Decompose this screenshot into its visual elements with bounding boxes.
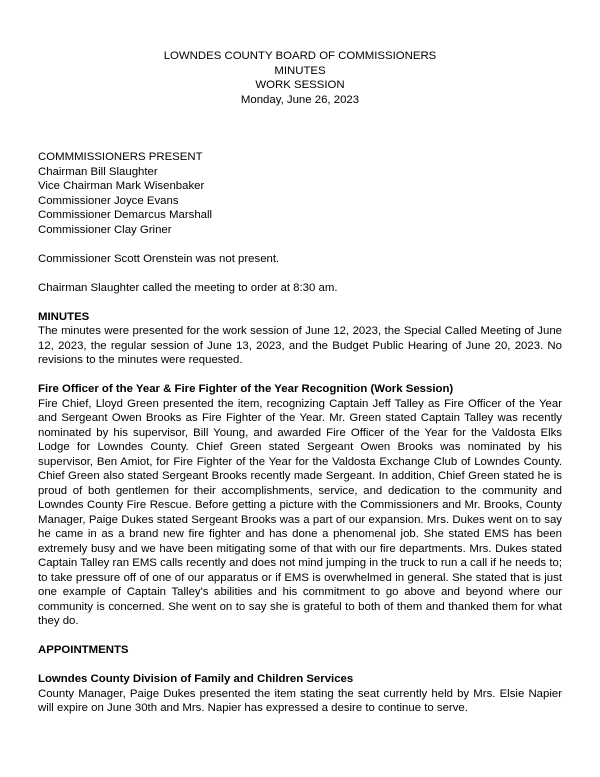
meeting-date: Monday, June 26, 2023 xyxy=(240,93,360,106)
section-family-children-services-body: County Manager, Paige Dukes presented the item stating the seat currently held by Mrs. Elsie Napier will expire on June 30th and Mrs. Napier has expressed a desire to continue to serve. xyxy=(38,687,562,714)
document-title-block xyxy=(38,49,562,107)
call-to-order-note: Chairman Slaughter called the meeting to order at 8:30 am. xyxy=(38,281,338,294)
section-appointments xyxy=(38,643,562,658)
section-family-children-services-heading: Lowndes County Division of Family and Children Services xyxy=(38,673,354,685)
commissioner-name: Commissioner Clay Griner xyxy=(38,223,172,236)
section-fire-recognition xyxy=(38,382,562,629)
commissioner-name: Vice Chairman Mark Wisenbaker xyxy=(38,180,205,192)
commissioners-present-heading: COMMMISSIONERS PRESENT xyxy=(38,151,203,163)
commissioner-name: Commissioner Demarcus Marshall xyxy=(38,209,213,221)
section-fire-recognition-heading: Fire Officer of the Year & Fire Fighter of the Year Recognition (Work Session) xyxy=(38,383,454,395)
section-minutes xyxy=(38,310,562,368)
session-type-title: WORK SESSION xyxy=(255,79,345,91)
commissioner-name: Chairman Bill Slaughter xyxy=(38,165,158,178)
org-title: LOWNDES COUNTY BOARD OF COMMISSIONERS xyxy=(163,50,437,62)
doc-type-title: MINUTES xyxy=(274,64,326,77)
section-family-children-services xyxy=(38,672,562,716)
commissioner-name: Commissioner Joyce Evans xyxy=(38,194,179,207)
section-minutes-body: The minutes were presented for the work session of June 12, 2023, the Special Called Meeting of June 12, 2023, the regular session of June 13, 2023, and the Budget Public Hearing of June 20, 2023. No revisions to the minutes were requested. xyxy=(38,325,562,366)
section-minutes-heading: MINUTES xyxy=(38,310,90,323)
section-appointments-heading: APPOINTMENTS xyxy=(38,644,129,656)
commissioners-present-block xyxy=(38,150,562,237)
absent-note: Commissioner Scott Orenstein was not present. xyxy=(38,252,280,265)
title-spacer xyxy=(38,107,562,150)
section-fire-recognition-body: Fire Chief, Lloyd Green presented the item, recognizing Captain Jeff Talley as Fire Officer of the Year and Sergeant Owen Brooks as Fire Fighter of the Year. Mr. Green stated Captain Talley was recently nominated by his supervisor, Bill Young, and awarded Fire Officer of the Year for the Valdosta Elks Lodge for Lowndes County. Chief Green stated Sergeant Owen Brooks was nominated by his supervisor, Ben Amiot, for Fire Fighter of the Year for the Valdosta Exchange Club of Lowndes County. Chief Green also stated Sergeant Brooks recently made Sergeant. In addition, Chief Green stated he is proud of both gentlemen for their accomplishments, service, and dedication to the community and Lowndes County Fire Rescue. Before getting a picture with the Commissioners and Mr. Brooks, County Manager, Paige Dukes stated Sergeant Brooks was a part of our expansion. Mrs. Dukes went on to say he came in as a brand new fire fighter and has done a phenomenal job. She stated EMS has been extremely busy and we have been mitigating some of that with our fire departments. Mrs. Dukes stated Captain Talley ran EMS calls recently and does not mind jumping in the truck to run a call if he needs to; to take pressure off of one of our apparatus or if EMS is overwhelmed in general. She stated that is just one example of Captain Talley's abilities and his commitment to go above and beyond where our community is concerned. She went on to say she is grateful to both of them and thanked them for what they do. xyxy=(38,397,562,627)
